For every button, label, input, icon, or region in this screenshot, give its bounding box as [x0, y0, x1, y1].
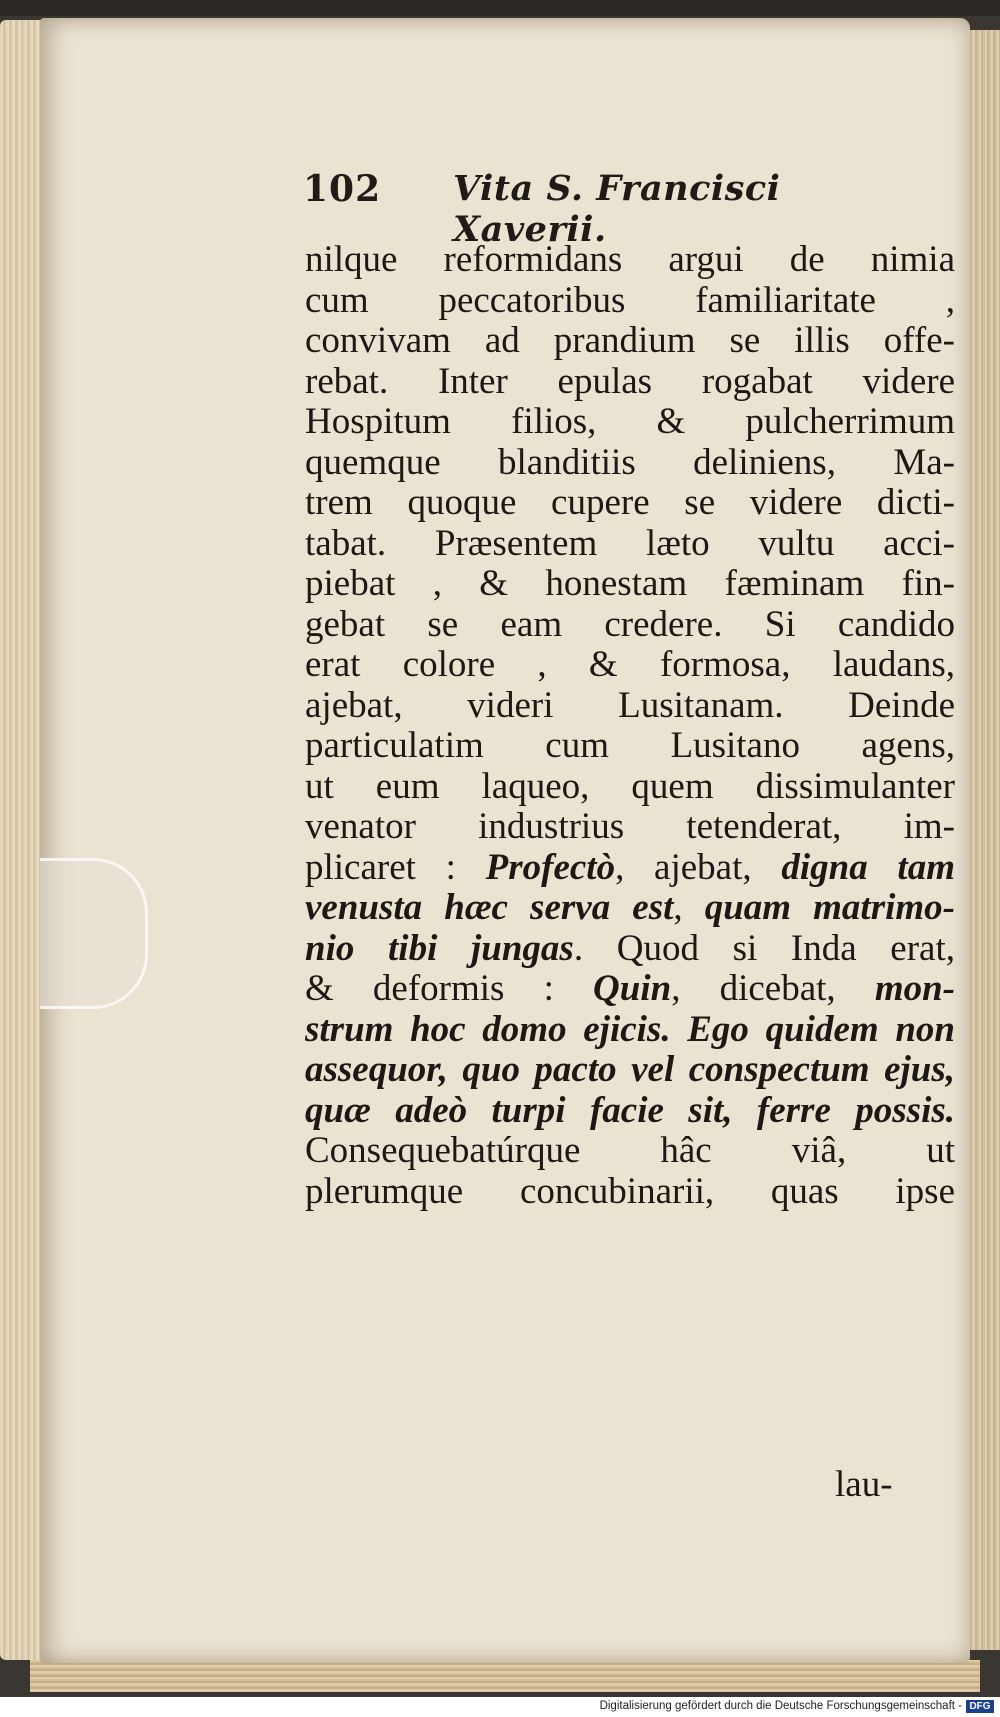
text-line — [305, 807, 955, 848]
text-line — [305, 524, 955, 565]
text-line — [305, 848, 955, 889]
text-line — [305, 240, 955, 281]
text-line — [305, 564, 955, 605]
text-segment: & deformis : — [305, 969, 594, 1009]
text-line — [305, 1010, 955, 1051]
book-bottom-page-edges — [30, 1660, 980, 1692]
text-line — [305, 888, 955, 929]
italic-text-segment: Quin — [593, 969, 672, 1009]
text-segment: , dicebat, — [671, 969, 875, 1009]
text-segment: gebat se eam credere. Si candido — [305, 604, 955, 645]
page-header — [303, 168, 943, 250]
text-line — [305, 1131, 955, 1172]
text-segment: ajebat, videri Lusitanam. Deinde — [305, 685, 955, 726]
italic-text-segment: assequor, quo pacto vel conspectum ejus, — [305, 1050, 955, 1090]
text-segment: Consequebatúrque hâc viâ, ut — [305, 1131, 955, 1171]
dfg-logo: DFG — [966, 1700, 994, 1713]
text-segment: ut eum laqueo, quem dissimulanter — [305, 766, 955, 807]
running-title: Vita S. Francisci Xaverii. — [453, 168, 781, 250]
text-segment: piebat , & honestam fæminam fin- — [305, 564, 955, 604]
text-segment: cum peccatoribus familiaritate , — [305, 280, 955, 321]
text-segment: nilque reformidans argui de nimia — [305, 240, 955, 280]
text-segment: plerumque concubinarii, quas ipse — [305, 1171, 955, 1212]
body-text — [305, 240, 955, 1212]
text-segment: particulatim cum Lusitano agens, — [305, 726, 955, 766]
text-line — [305, 443, 955, 484]
text-line — [305, 321, 955, 362]
text-segment: plicaret : — [305, 847, 486, 888]
text-segment: rebat. Inter epulas rogabat videre — [305, 361, 955, 402]
scan-top-edge — [0, 0, 1000, 16]
text-line — [305, 969, 955, 1010]
text-segment: quemque blanditiis deliniens, Ma- — [305, 442, 955, 483]
italic-text-segment: strum hoc domo ejicis. Ego quidem non — [305, 1009, 955, 1050]
italic-text-segment: mon- — [874, 969, 955, 1009]
text-segment: , ajebat, — [615, 847, 782, 888]
page-number: 102 — [303, 168, 382, 210]
text-line — [305, 402, 955, 443]
text-segment: Hospitum filios, & pulcherrimum — [305, 402, 955, 442]
text-line — [305, 362, 955, 403]
italic-text-segment: venusta hæc serva est — [305, 888, 674, 928]
italic-text-segment: Profectò — [485, 847, 616, 888]
text-line — [305, 281, 955, 322]
text-line — [305, 767, 955, 808]
catchword: lau- — [835, 1464, 893, 1505]
text-line — [305, 483, 955, 524]
text-line — [305, 1050, 955, 1091]
text-segment: convivam ad prandium se illis offe- — [305, 321, 955, 361]
text-segment: venator industrius tetenderat, im- — [305, 807, 955, 847]
text-line — [305, 929, 955, 970]
text-line — [305, 1091, 955, 1132]
text-line — [305, 645, 955, 686]
digitization-credit: Digitalisierung gefördert durch die Deutsche Forschungsgemeinschaft - — [599, 1700, 962, 1712]
page-clip-marker — [40, 858, 148, 1009]
text-segment: erat colore , & formosa, laudans, — [305, 645, 955, 685]
text-line — [305, 605, 955, 646]
text-segment: trem quoque cupere se videre dicti- — [305, 483, 955, 523]
text-line — [305, 1172, 955, 1213]
text-segment: . Quod si Inda erat, — [573, 928, 955, 969]
italic-text-segment: digna tam — [781, 847, 955, 888]
text-segment: , — [673, 888, 705, 928]
italic-text-segment: nio tibi jungas — [305, 928, 574, 969]
text-segment: tabat. Præsentem læto vultu acci- — [305, 523, 955, 564]
italic-text-segment: quæ adeò turpi facie sit, ferre possis. — [305, 1090, 955, 1131]
text-line — [305, 686, 955, 727]
italic-text-segment: quam matrimo- — [704, 888, 955, 928]
text-line — [305, 726, 955, 767]
